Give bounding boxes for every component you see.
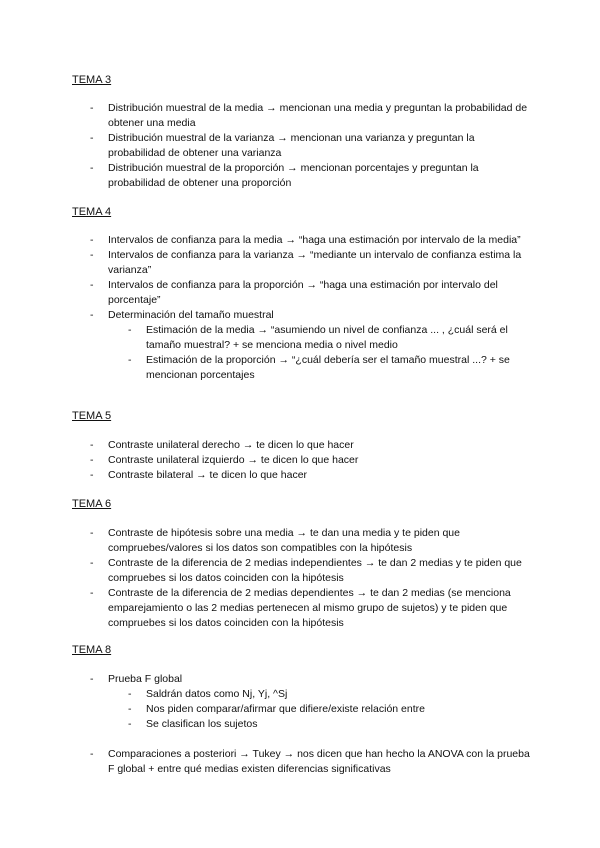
tema3-heading: TEMA 3: [72, 74, 112, 86]
list-item: - Comparaciones a posteriori → Tukey → nos dicen que han hecho la ANOVA con la prueba F global + entre qué medias existen diferencias significativas: [90, 747, 530, 777]
list-item: - Contraste unilateral derecho → te dicen lo que hacer: [90, 438, 530, 453]
sublist-item: - Estimación de la proporción → “¿cuál debería ser el tamaño muestral ...? + se mencionan porcentajes: [128, 353, 530, 383]
sublist-item: - Nos piden comparar/afirmar que difiere/existe relación entre: [128, 702, 530, 717]
tema8-sublist: [108, 687, 530, 732]
sublist-item: - Saldrán datos como Nj, Yj, ^Sj: [128, 687, 530, 702]
list-item: - Intervalos de confianza para la proporción → “haga una estimación por intervalo del porcentaje”: [90, 278, 530, 308]
list-item: - Contraste de hipótesis sobre una media → te dan una media y te piden que compruebes/valores si los datos son compatibles con la hipótesis: [90, 526, 530, 556]
tema4-sublist: [108, 323, 530, 383]
tema4-list: [90, 233, 530, 383]
list-item-label: Prueba F global: [108, 673, 183, 685]
list-item: - Contraste de la diferencia de 2 medias dependientes → te dan 2 medias (se menciona emparejamiento o las 2 medias pertenecen al mismo grupo de sujetos) y te piden que compruebes si los datos coinciden con la hipótesis: [90, 586, 530, 631]
list-item: - Contraste bilateral → te dicen lo que hacer: [90, 468, 530, 483]
tema6-list: [90, 526, 530, 631]
list-item: - Contraste de la diferencia de 2 medias independientes → te dan 2 medias y te piden que compruebes si los datos coinciden con la hipótesis: [90, 556, 530, 586]
tema6-heading: TEMA 6: [72, 498, 112, 510]
list-item: - Distribución muestral de la media → mencionan una media y preguntan la probabilidad de obtener una media: [90, 101, 530, 131]
tema5-list: [90, 438, 530, 483]
list-item: [90, 672, 530, 732]
tema3-list: [90, 101, 530, 191]
list-item-label: Determinación del tamaño muestral: [108, 309, 274, 321]
tema4-heading: TEMA 4: [72, 206, 112, 218]
sublist-item: - Se clasifican los sujetos: [128, 717, 530, 732]
tema8-list: [90, 672, 530, 777]
list-item: - Intervalos de confianza para la media → “haga una estimación por intervalo de la media”: [90, 233, 530, 248]
list-item: - Distribución muestral de la proporción → mencionan porcentajes y preguntan la probabilidad de obtener una proporción: [90, 161, 530, 191]
list-item: - Distribución muestral de la varianza → mencionan una varianza y preguntan la probabilidad de obtener una varianza: [90, 131, 530, 161]
list-item: - Contraste unilateral izquierdo → te dicen lo que hacer: [90, 453, 530, 468]
list-item: - Intervalos de confianza para la varianza → “mediante un intervalo de confianza estima la varianza”: [90, 248, 530, 278]
tema8-heading: TEMA 8: [72, 644, 112, 656]
list-item: [90, 308, 530, 383]
tema5-heading: TEMA 5: [72, 410, 112, 422]
sublist-item: - Estimación de la media → “asumiendo un nivel de confianza ... , ¿cuál será el tamaño muestral? + se menciona media o nivel medio: [128, 323, 530, 353]
